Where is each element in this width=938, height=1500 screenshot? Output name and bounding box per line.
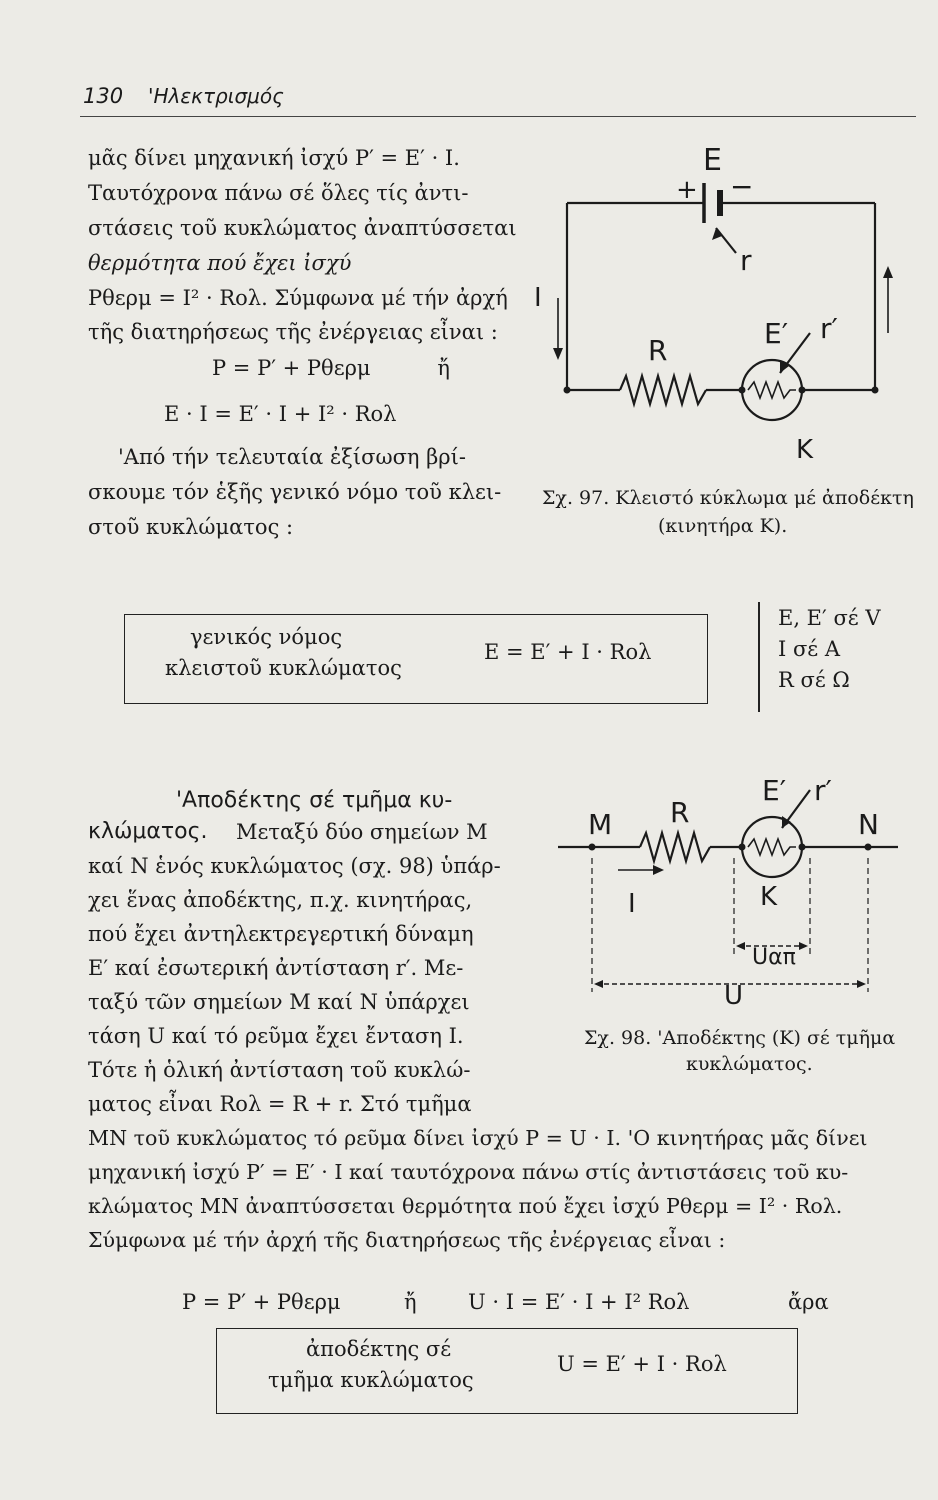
- text-line: μηχανική ἰσχύ P′ = E′ · I καί ταυτόχρονα πάνω στίς ἀντιστάσεις τοῦ κυ-: [88, 1160, 849, 1184]
- text-line: στοῦ κυκλώματος :: [88, 515, 294, 539]
- section-heading-line2: κλώματος.: [88, 819, 208, 844]
- node: [739, 387, 746, 394]
- node: [799, 387, 806, 394]
- label-M: M: [588, 808, 613, 841]
- text-line: Ταυτόχρονα πάνω σέ ὅλες τίς ἀντι-: [88, 181, 469, 205]
- node: [739, 844, 746, 851]
- arrowhead-current: [653, 865, 664, 875]
- arrowhead-r: [712, 228, 722, 240]
- node-N: [865, 844, 872, 851]
- node-M: [589, 844, 596, 851]
- label-rprime: r′: [820, 312, 838, 345]
- text-line: τῆς διατηρήσεως τῆς ἐνέργειας εἶναι :: [88, 320, 498, 344]
- label-K: K: [760, 882, 778, 912]
- text-line: καί N ἑνός κυκλώματος (σχ. 98) ὑπάρ-: [88, 854, 501, 878]
- label-minus: −: [730, 170, 754, 203]
- node: [872, 387, 879, 394]
- label-rprime: r′: [814, 774, 832, 807]
- text-line: MN τοῦ κυκλώματος τό ρεῦμα δίνει ἰσχύ P = U · I. 'O κινητήρας μᾶς δίνει: [88, 1126, 868, 1150]
- text-line: Σύμφωνα μέ τήν ἀρχή τῆς διατηρήσεως τῆς ἐνέργειας εἶναι :: [88, 1228, 726, 1252]
- text-line: μᾶς δίνει μηχανική ἰσχύ P′ = E′ · I.: [88, 146, 460, 170]
- figure-97-caption-line2: (κινητήρα K).: [658, 515, 788, 537]
- equation-or: ἤ: [404, 1290, 417, 1314]
- arrowhead-uap-right: [799, 942, 808, 950]
- text-line: χει ἕνας ἀποδέκτης, π.χ. κινητήρας,: [88, 888, 473, 912]
- page-number: 130: [83, 84, 124, 108]
- arrowhead-current-left: [553, 348, 563, 360]
- label-E: E: [703, 143, 722, 178]
- text-line: ταξύ τῶν σημείων M καί N ὑπάρχει: [88, 990, 470, 1014]
- resistor-R: [640, 833, 710, 861]
- node: [564, 387, 571, 394]
- label-K: K: [796, 435, 814, 465]
- label-plus: +: [676, 175, 698, 205]
- equation-therefore: ἄρα: [788, 1290, 829, 1314]
- label-Eprime: E′: [764, 317, 789, 350]
- section-box-label-line2: τμῆμα κυκλώματος: [268, 1368, 474, 1392]
- label-I: I: [534, 283, 542, 313]
- text-line: 'Από τήν τελευταία ἐξίσωση βρί-: [118, 445, 466, 469]
- arrowhead-u-left: [594, 980, 603, 988]
- text-line: Pθερμ = I² · Rολ. Σύμφωνα μέ τήν ἀρχή: [88, 286, 508, 310]
- arrowhead-current-right: [883, 266, 893, 278]
- text-line: στάσεις τοῦ κυκλώματος ἀναπτύσσεται: [88, 216, 517, 240]
- equation-power: P = P′ + Pθερμ ἤ: [212, 356, 450, 380]
- figure-97-closed-circuit: [534, 128, 920, 468]
- motor-internal-resistance: [748, 382, 796, 398]
- arrowhead-u-right: [857, 980, 866, 988]
- pointer-r: [716, 228, 736, 253]
- text-line: Μεταξύ δύο σημείων M: [236, 820, 488, 844]
- label-r: r: [740, 244, 752, 277]
- label-I: I: [628, 889, 636, 919]
- law-box-label-line2: κλειστοῦ κυκλώματος: [165, 656, 402, 680]
- equation-energy: E · I = E′ · I + I² · Rολ: [164, 402, 397, 426]
- figure-97-caption: Σχ. 97. Κλειστό κύκλωμα μέ ἀποδέκτη: [542, 487, 914, 509]
- unit-line: I σέ A: [778, 637, 841, 661]
- resistor-R: [620, 376, 706, 404]
- text-line: σκουμε τόν ἑξῆς γενικό νόμο τοῦ κλει-: [88, 480, 502, 504]
- label-N: N: [858, 808, 879, 841]
- figure-98-caption: Σχ. 98. 'Αποδέκτης (K) σέ τμῆμα: [584, 1027, 896, 1049]
- figure-98-caption-line2: κυκλώματος.: [686, 1053, 813, 1075]
- label-Eprime: E′: [762, 774, 787, 807]
- equation-energy-section: U · I = E′ · I + I² Rολ: [468, 1290, 690, 1314]
- section-heading: 'Αποδέκτης σέ τμῆμα κυ-: [176, 788, 453, 813]
- label-R: R: [670, 796, 690, 829]
- text-line: πού ἔχει ἀντηλεκτρεγερτική δύναμη: [88, 922, 474, 946]
- text-line: τάση U καί τό ρεῦμα ἔχει ἔνταση I.: [88, 1024, 464, 1048]
- section-box-label: ἀποδέκτης σέ: [306, 1337, 452, 1361]
- text-line: ματος εἶναι Rολ = R + r. Στό τμῆμα: [88, 1092, 472, 1116]
- text-line: κλώματος MN ἀναπτύσσεται θερμότητα πού ἔχει ἰσχύ Pθερμ = I² · Rολ.: [88, 1194, 843, 1218]
- general-law-formula: E = E′ + I · Rολ: [484, 640, 652, 664]
- unit-line: E, E′ σέ V: [778, 606, 881, 630]
- label-Uap: Uαπ: [752, 945, 796, 970]
- section-law-formula: U = E′ + I · Rολ: [557, 1352, 727, 1376]
- motor-internal-resistance: [748, 839, 796, 855]
- node: [799, 844, 806, 851]
- label-R: R: [648, 334, 668, 367]
- text-line: θερμότητα πού ἔχει ἰσχύ: [88, 251, 352, 275]
- equation-power-section: P = P′ + Pθερμ: [182, 1290, 341, 1314]
- running-title: 'Ηλεκτρισμός: [148, 84, 284, 108]
- units-bracket: [758, 602, 760, 712]
- unit-line: R σέ Ω: [778, 668, 850, 692]
- figure-98-circuit-section: [548, 770, 918, 1010]
- header-rule: [80, 116, 916, 117]
- text-line: Τότε ἡ ὁλική ἀντίσταση τοῦ κυκλώ-: [88, 1058, 471, 1082]
- law-box-label: γενικός νόμος: [190, 625, 343, 649]
- arrowhead-uap-left: [736, 942, 745, 950]
- label-U: U: [724, 981, 744, 1011]
- text-line: E′ καί ἐσωτερική ἀντίσταση r′. Με-: [88, 956, 464, 980]
